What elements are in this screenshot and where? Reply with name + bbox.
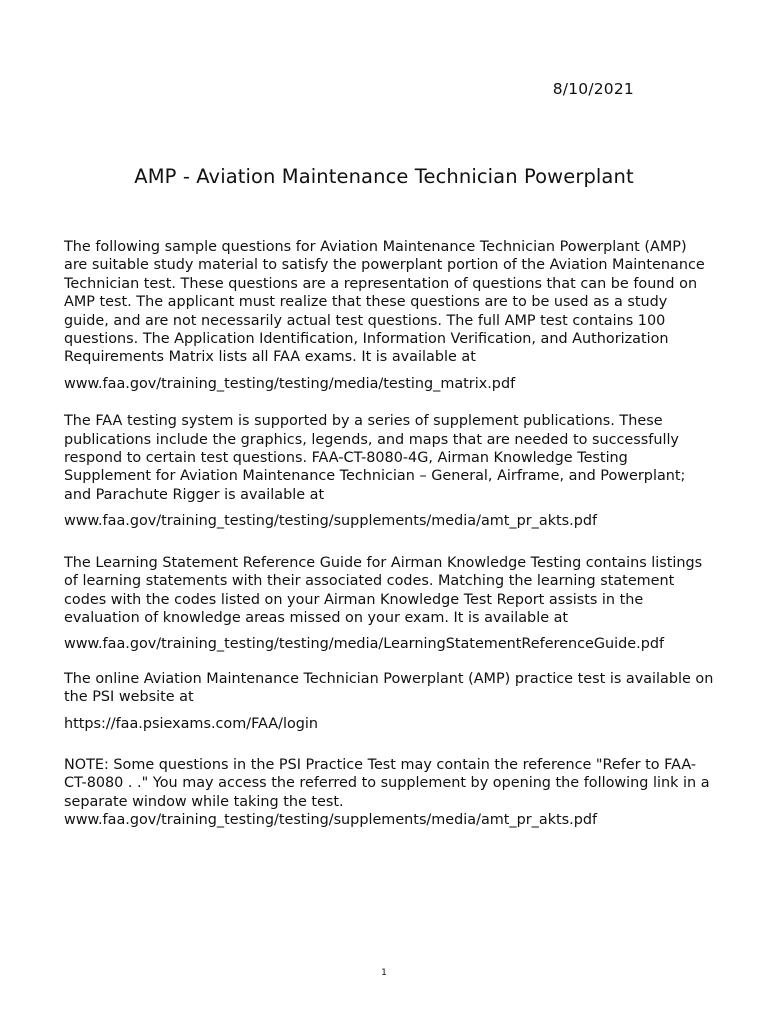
document-body — [64, 238, 714, 830]
learning-statement-paragraph: The Learning Statement Reference Guide for Airman Knowledge Testing contains listings of learning statements with their associated codes. Matching the learning statement codes with the codes listed on your Airman Knowledge Test Report assists in the evaluation of knowledge areas missed on your exam. It is available at — [64, 554, 703, 626]
testing-matrix-link[interactable]: www.faa.gov/training_testing/testing/media/testing_matrix.pdf — [64, 375, 516, 392]
document-date: 8/10/2021 — [552, 80, 634, 98]
learning-statement-link[interactable]: www.faa.gov/training_testing/testing/media/LearningStatementReferenceGuide.pdf — [64, 636, 665, 653]
page-number: 1 — [381, 968, 387, 978]
note-paragraph: NOTE: Some questions in the PSI Practice Test may contain the reference "Refer to FAA-CT-8080 . ." You may access the referred to supplement by opening the following link in a separate window while taking the test. — [64, 756, 710, 810]
supplements-link[interactable]: www.faa.gov/training_testing/testing/supplements/media/amt_pr_akts.pdf — [64, 513, 598, 530]
intro-paragraph: The following sample questions for Aviation Maintenance Technician Powerplant (AMP) are suitable study material to satisfy the powerplant portion of the Aviation Maintenance Technician test. These questions are a representation of questions that can be found on AMP test. The applicant must realize that these questions are to be used as a study guide, and are not necessarily actual test questions. The full AMP test contains 100 questions. The Application Identification, Information Verification, and Authorization Requirements Matrix lists all FAA exams. It is available at — [64, 239, 705, 366]
practice-test-paragraph: The online Aviation Maintenance Technician Powerplant (AMP) practice test is available on the PSI website at — [64, 670, 714, 706]
note-supplement-link[interactable]: www.faa.gov/training_testing/testing/supplements/media/amt_pr_akts.pdf — [64, 812, 598, 829]
document-title: AMP - Aviation Maintenance Technician Powerplant — [134, 165, 634, 188]
supplements-paragraph: The FAA testing system is supported by a series of supplement publications. These publications include the graphics, legends, and maps that are needed to successfully respond to certain test questions. FAA-CT-8080-4G, Airman Knowledge Testing Supplement for Aviation Maintenance Technician – General, Airframe, and Powerplant; and Parachute Rigger is available at — [64, 413, 686, 503]
practice-test-link[interactable]: https://faa.psiexams.com/FAA/login — [64, 715, 319, 732]
